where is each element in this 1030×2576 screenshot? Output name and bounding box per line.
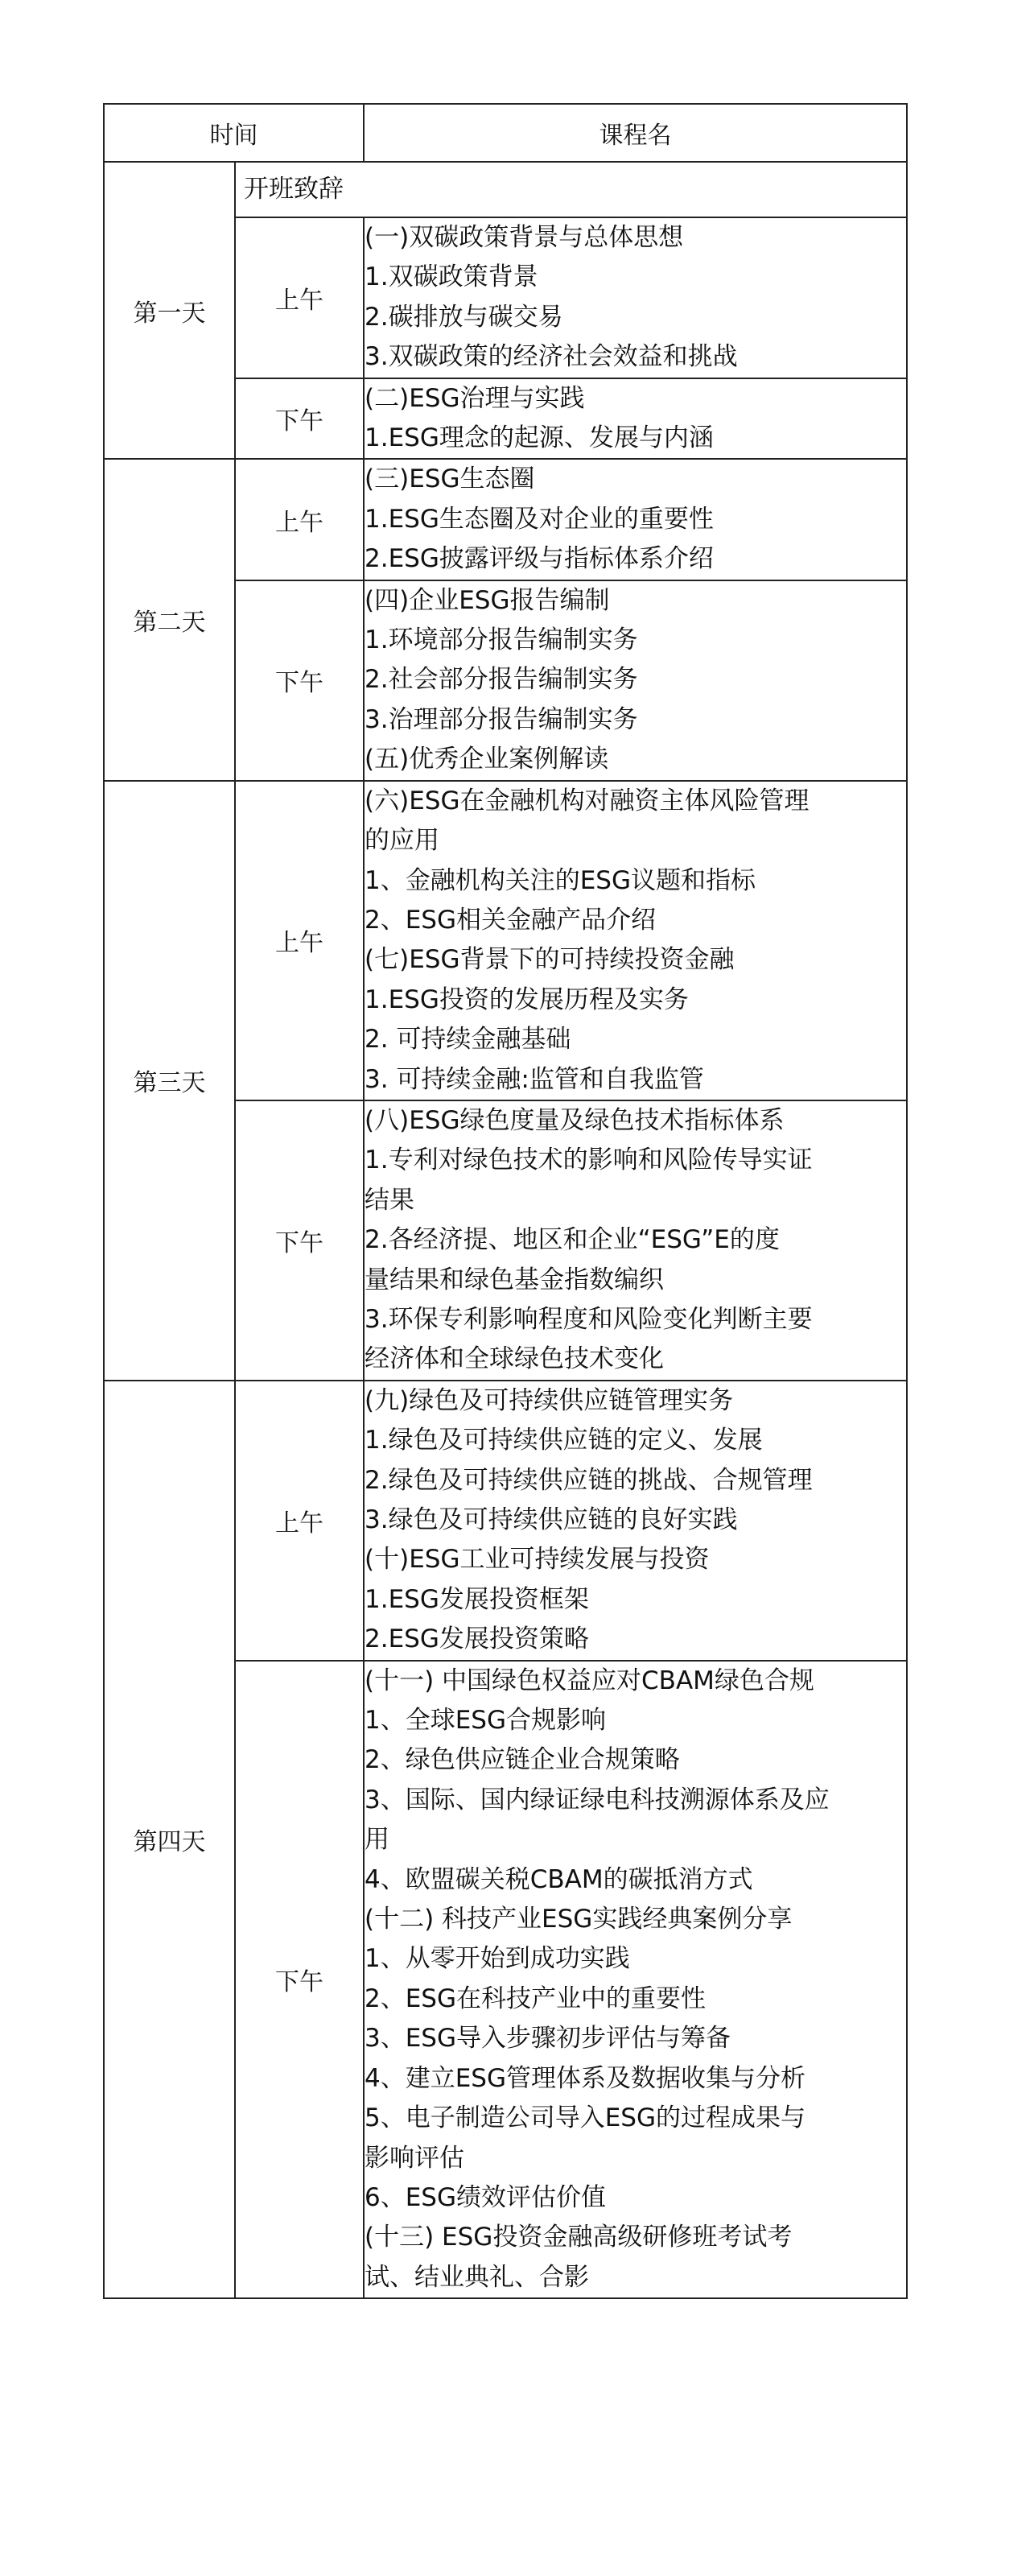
- course-line: 试、结业典礼、合影: [365, 2262, 589, 2292]
- course-cell: [364, 781, 907, 1100]
- course-line: 1、从零开始到成功实践: [365, 1944, 630, 1974]
- session-label: 下午: [235, 378, 364, 460]
- day-label: 第三天: [104, 781, 235, 1381]
- course-line: 2.社会部分报告编制实务: [365, 665, 638, 695]
- course-line: (五)优秀企业案例解读: [365, 745, 609, 774]
- course-line: 4、建立ESG管理体系及数据收集与分析: [365, 2063, 806, 2093]
- course-line: 6、ESG绩效评估价值: [365, 2182, 607, 2212]
- course-line: (八)ESG绿色度量及绿色技术指标体系: [365, 1105, 785, 1135]
- course-cell: [364, 459, 907, 580]
- course-line: 1.双碳政策背景: [365, 262, 538, 292]
- course-cell: [364, 580, 907, 781]
- course-line: 1.绿色及可持续供应链的定义、发展: [365, 1426, 763, 1455]
- session-label: 下午: [235, 1100, 364, 1381]
- header-course: 课程名: [364, 104, 907, 162]
- course-line: 3.绿色及可持续供应链的良好实践: [365, 1505, 738, 1534]
- course-line: 3. 可持续金融:监管和自我监管: [365, 1064, 704, 1094]
- course-line: (六)ESG在金融机构对融资主体风险管理: [365, 786, 810, 815]
- course-line: (一)双碳政策背景与总体思想: [365, 223, 684, 252]
- course-line: 的应用: [365, 826, 439, 856]
- course-line: 2、绿色供应链企业合规策略: [365, 1745, 680, 1775]
- session-label: 上午: [235, 217, 364, 378]
- course-line: (二)ESG治理与实践: [365, 383, 585, 413]
- course-line: 1.ESG投资的发展历程及实务: [365, 985, 689, 1014]
- course-line: 4、欧盟碳关税CBAM的碳抵消方式: [365, 1864, 753, 1894]
- course-line: 3.治理部分报告编制实务: [365, 704, 638, 734]
- course-cell: [364, 1661, 907, 2299]
- course-cell: [364, 378, 907, 460]
- course-line: 1.ESG生态圈及对企业的重要性: [365, 504, 714, 534]
- course-schedule-table: [103, 103, 908, 2299]
- opening-remarks: 开班致辞: [244, 174, 344, 204]
- course-line: 1.ESG理念的起源、发展与内涵: [365, 423, 714, 453]
- course-line: (十二) 科技产业ESG实践经典案例分享: [365, 1905, 793, 1934]
- opening-cell: [235, 162, 907, 217]
- course-line: 影响评估: [365, 2143, 464, 2173]
- header-row: [104, 104, 907, 162]
- course-line: 量结果和绿色基金指数编织: [365, 1265, 664, 1294]
- session-row: [104, 162, 907, 217]
- course-cell: [364, 217, 907, 378]
- session-row: [104, 781, 907, 1100]
- course-line: 2.各经济提、地区和企业“ESG”E的度: [365, 1225, 780, 1255]
- course-line: (十一) 中国绿色权益应对CBAM绿色合规: [365, 1666, 814, 1695]
- session-row: [104, 459, 907, 580]
- day-label: 第二天: [104, 459, 235, 780]
- day-label: 第四天: [104, 1381, 235, 2298]
- course-line: (十三) ESG投资金融高级研修班考试考: [365, 2223, 793, 2252]
- course-line: (十)ESG工业可持续发展与投资: [365, 1545, 710, 1575]
- course-line: 2.ESG披露评级与指标体系介绍: [365, 544, 714, 574]
- course-line: 3.环保专利影响程度和风险变化判断主要: [365, 1304, 813, 1334]
- course-line: 1、全球ESG合规影响: [365, 1706, 607, 1736]
- session-row: [104, 1381, 907, 1661]
- course-line: (三)ESG生态圈: [365, 464, 535, 494]
- course-line: 1.环境部分报告编制实务: [365, 625, 638, 655]
- course-line: 2.ESG发展投资策略: [365, 1624, 589, 1654]
- session-label: 下午: [235, 1661, 364, 2299]
- course-line: 3、国际、国内绿证绿电科技溯源体系及应: [365, 1785, 830, 1814]
- session-label: 上午: [235, 781, 364, 1100]
- course-line: 1、金融机构关注的ESG议题和指标: [365, 865, 756, 895]
- course-line: 2.绿色及可持续供应链的挑战、合规管理: [365, 1465, 813, 1495]
- course-cell: [364, 1100, 907, 1381]
- day-label: 第一天: [104, 162, 235, 459]
- course-line: (七)ESG背景下的可持续投资金融: [365, 945, 735, 975]
- course-line: 结果: [365, 1185, 414, 1215]
- course-line: 用: [365, 1825, 389, 1855]
- course-line: 1.专利对绿色技术的影响和风险传导实证: [365, 1146, 813, 1175]
- course-line: 5、电子制造公司导入ESG的过程成果与: [365, 2103, 806, 2133]
- course-line: 1.ESG发展投资框架: [365, 1584, 589, 1614]
- session-label: 上午: [235, 1381, 364, 1661]
- course-line: 2. 可持续金融基础: [365, 1025, 571, 1055]
- schedule-body: [104, 162, 907, 2298]
- course-line: 2.碳排放与碳交易: [365, 302, 563, 332]
- course-line: 2、ESG在科技产业中的重要性: [365, 1984, 707, 2013]
- course-line: (四)企业ESG报告编制: [365, 585, 610, 615]
- header-time: 时间: [104, 104, 364, 162]
- course-line: 经济体和全球绿色技术变化: [365, 1344, 664, 1374]
- session-label: 上午: [235, 459, 364, 580]
- course-line: 3.双碳政策的经济社会效益和挑战: [365, 342, 738, 372]
- course-line: 3、ESG导入步骤初步评估与筹备: [365, 2024, 731, 2054]
- session-label: 下午: [235, 580, 364, 781]
- course-line: 2、ESG相关金融产品介绍: [365, 905, 657, 935]
- course-cell: [364, 1381, 907, 1661]
- course-line: (九)绿色及可持续供应链管理实务: [365, 1385, 734, 1415]
